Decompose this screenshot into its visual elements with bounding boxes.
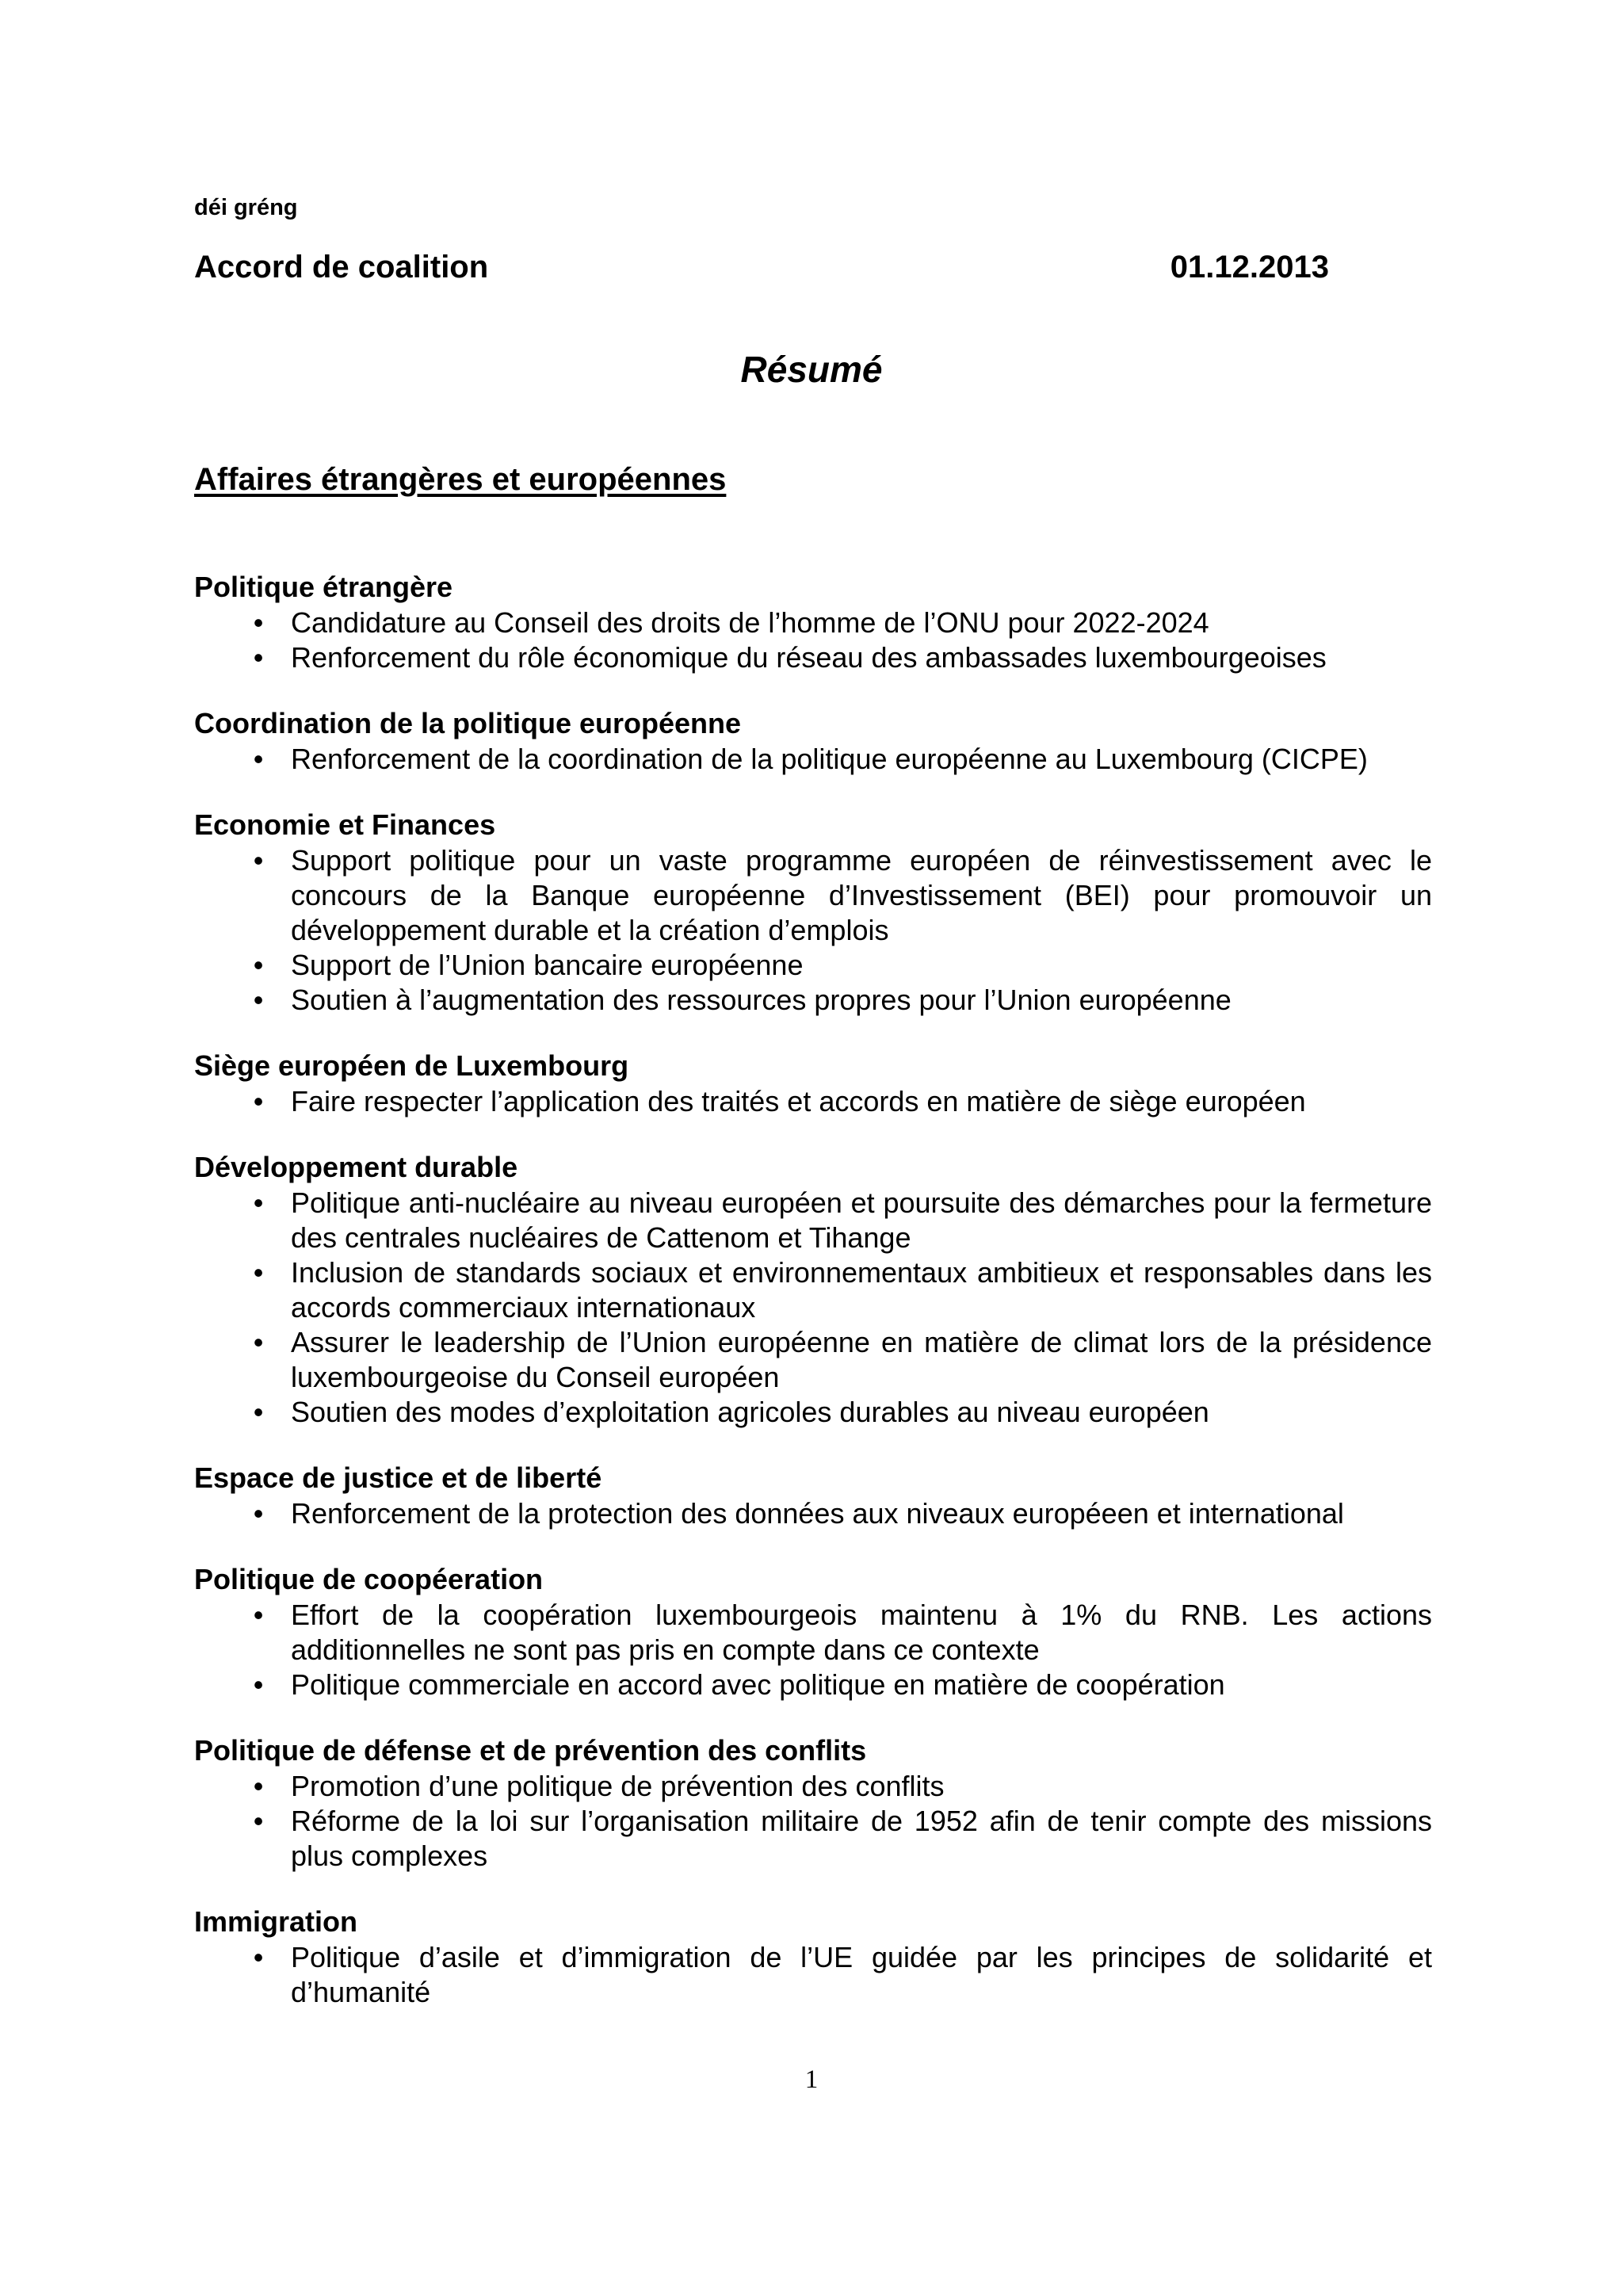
section (194, 1904, 1432, 2010)
bullet-text: Renforcement de la coordination de la politique européenne au Luxembourg (CICPE) (291, 743, 1368, 775)
bullet-item (194, 1186, 1432, 1255)
bullet-text: Support de l’Union bancaire européenne (291, 949, 804, 981)
bullet-text: Politique anti-nucléaire au niveau européen et poursuite des démarches pour la fermeture des centrales nucléaires de Cattenom et Tihange (291, 1186, 1432, 1254)
bullet-icon: • (253, 1085, 264, 1117)
bullet-item (194, 606, 1432, 640)
section-heading: Economie et Finances (194, 808, 496, 841)
bullet-item (194, 640, 1432, 675)
bullet-item (194, 1395, 1432, 1430)
section (194, 1149, 1432, 1430)
bullet-icon: • (253, 1805, 264, 1837)
section-heading: Développement durable (194, 1151, 518, 1183)
bullet-list (194, 843, 1432, 1018)
bullet-icon: • (253, 844, 264, 877)
document-header (194, 247, 1329, 287)
bullet-list (194, 1940, 1432, 2010)
bullet-text: Faire respecter l’application des traités et accords en matière de siège européen (291, 1085, 1306, 1117)
bullet-item (194, 1325, 1432, 1395)
bullet-item (194, 1668, 1432, 1702)
summary-heading: Résumé (740, 349, 883, 390)
bullet-icon: • (253, 606, 264, 639)
sections-container (194, 569, 1432, 2040)
bullet-text: Politique d’asile et d’immigration de l’UE guidée par les principes de solidarité et d’humanité (291, 1941, 1432, 2008)
bullet-item (194, 742, 1432, 777)
document-title: Accord de coalition (194, 250, 489, 285)
section-heading: Politique de défense et de prévention des conflits (194, 1734, 867, 1767)
bullet-icon: • (253, 949, 264, 981)
section-heading: Espace de justice et de liberté (194, 1461, 602, 1494)
bullet-text: Renforcement du rôle économique du réseau des ambassades luxembourgeoises (291, 641, 1327, 674)
bullet-item (194, 1255, 1432, 1325)
bullet-icon: • (253, 984, 264, 1016)
bullet-text: Assurer le leadership de l’Union européenne en matière de climat lors de la présidence luxembourgeoise du Conseil européen (291, 1326, 1432, 1393)
chapter-heading: Affaires étrangères et européennes (194, 462, 727, 497)
document-date: 01.12.2013 (1170, 250, 1329, 285)
party-name: déi gréng (194, 195, 298, 220)
bullet-item (194, 1496, 1432, 1531)
section (194, 569, 1432, 675)
bullet-icon: • (253, 1396, 264, 1428)
bullet-text: Inclusion de standards sociaux et environnementaux ambitieux et responsables dans les accords commerciaux internationaux (291, 1256, 1432, 1324)
bullet-icon: • (253, 1668, 264, 1701)
bullet-icon: • (253, 1941, 264, 1973)
bullet-list (194, 1496, 1432, 1531)
section (194, 705, 1432, 777)
bullet-icon: • (253, 1256, 264, 1289)
bullet-text: Réforme de la loi sur l’organisation militaire de 1952 afin de tenir compte des missions plus complexes (291, 1805, 1432, 1872)
section (194, 807, 1432, 1018)
bullet-list (194, 1769, 1432, 1874)
page-number: 1 (804, 2065, 819, 2094)
bullet-list (194, 1084, 1432, 1119)
bullet-item (194, 1769, 1432, 1804)
section (194, 1733, 1432, 1874)
bullet-text: Renforcement de la protection des données aux niveaux européeen et international (291, 1497, 1344, 1530)
bullet-list (194, 742, 1432, 777)
bullet-item (194, 983, 1432, 1018)
bullet-list (194, 606, 1432, 675)
bullet-text: Soutien des modes d’exploitation agricoles durables au niveau européen (291, 1396, 1209, 1428)
section-heading: Coordination de la politique européenne (194, 707, 742, 739)
bullet-item (194, 1804, 1432, 1874)
bullet-icon: • (253, 1326, 264, 1358)
section-heading: Siège européen de Luxembourg (194, 1049, 629, 1082)
bullet-list (194, 1598, 1432, 1702)
bullet-text: Promotion d’une politique de prévention des conflits (291, 1770, 945, 1802)
bullet-list (194, 1186, 1432, 1430)
bullet-icon: • (253, 1497, 264, 1530)
bullet-text: Soutien à l’augmentation des ressources propres pour l’Union européenne (291, 984, 1232, 1016)
section (194, 1460, 1432, 1531)
bullet-text: Support politique pour un vaste programme européen de réinvestissement avec le concours de la Banque européenne d’Investissement (BEI) pour promouvoir un développement durable et la création d’emplois (291, 844, 1432, 946)
bullet-text: Candidature au Conseil des droits de l’homme de l’ONU pour 2022-2024 (291, 606, 1209, 639)
bullet-item (194, 843, 1432, 948)
bullet-item (194, 948, 1432, 983)
bullet-item (194, 1940, 1432, 2010)
section (194, 1561, 1432, 1702)
bullet-icon: • (253, 1186, 264, 1219)
section-heading: Politique étrangère (194, 571, 453, 603)
section-heading: Politique de coopéeration (194, 1563, 544, 1595)
bullet-item (194, 1084, 1432, 1119)
bullet-icon: • (253, 1599, 264, 1631)
section (194, 1048, 1432, 1119)
section-heading: Immigration (194, 1905, 358, 1938)
bullet-icon: • (253, 743, 264, 775)
bullet-text: Politique commerciale en accord avec politique en matière de coopération (291, 1668, 1225, 1701)
bullet-icon: • (253, 641, 264, 674)
bullet-item (194, 1598, 1432, 1668)
bullet-text: Effort de la coopération luxembourgeois maintenu à 1% du RNB. Les actions additionnelles ne sont pas pris en compte dans ce contexte (291, 1599, 1432, 1666)
bullet-icon: • (253, 1770, 264, 1802)
